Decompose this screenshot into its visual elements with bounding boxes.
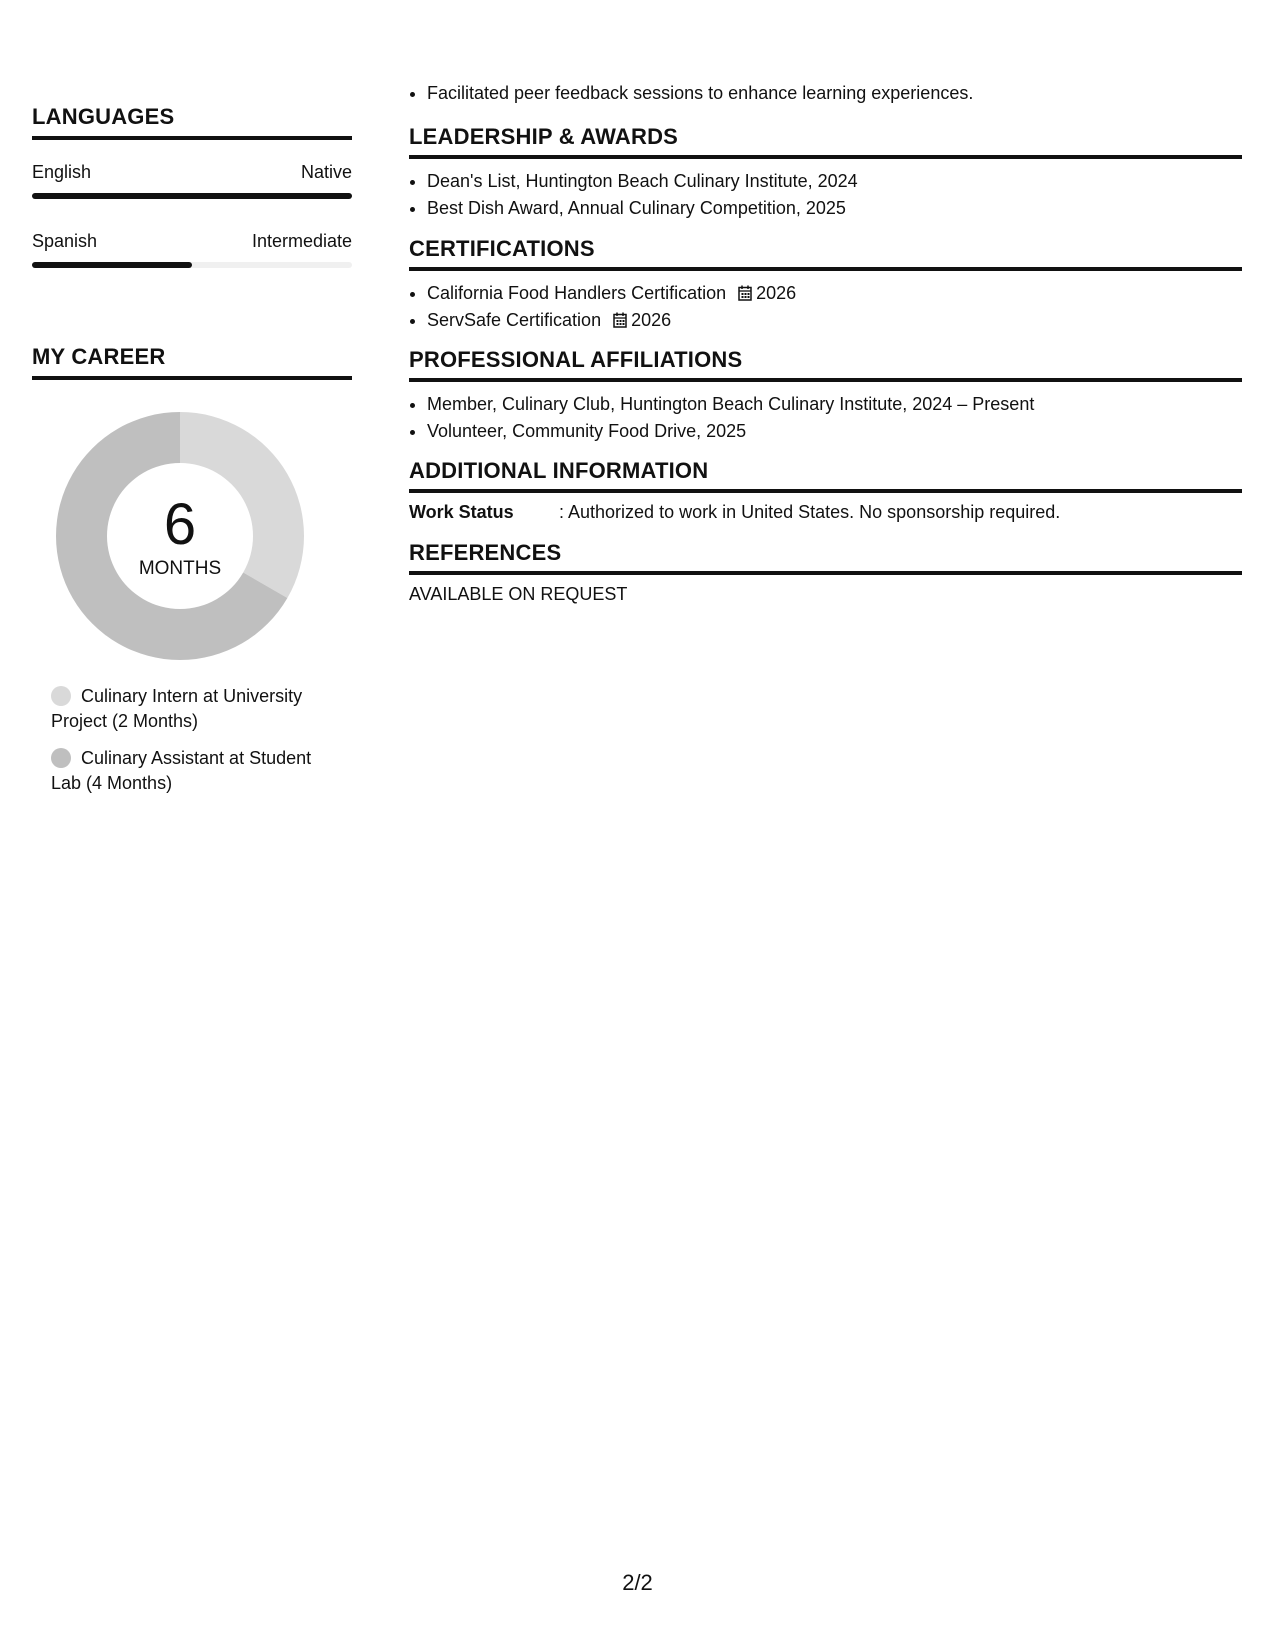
language-proficiency-fill: [32, 193, 352, 199]
leadership-item: • Best Dish Award, Annual Culinary Competition, 2025: [427, 195, 1242, 222]
leadership-item: • Dean's List, Huntington Beach Culinary Institute, 2024: [427, 168, 1242, 195]
references-text: AVAILABLE ON REQUEST: [409, 584, 628, 604]
work-status-row: [409, 502, 1242, 523]
bullet-list: [409, 80, 1242, 107]
language-proficiency-bar: [32, 262, 352, 268]
leadership-list: [409, 168, 1242, 222]
work-status-value: : Authorized to work in United States. No sponsorship required.: [559, 502, 1061, 522]
language-name: English: [32, 162, 92, 182]
certification-name: ServSafe Certification: [427, 310, 602, 330]
certification-name: California Food Handlers Certification: [427, 283, 727, 303]
calendar-icon: [738, 285, 752, 301]
calendar-icon: [613, 312, 627, 328]
career-legend-item: [51, 684, 341, 734]
certifications-heading: CERTIFICATIONS: [409, 236, 1242, 271]
language-name: Spanish: [32, 231, 98, 251]
additional-info-heading: ADDITIONAL INFORMATION: [409, 458, 1242, 493]
work-status-label: Work Status: [409, 502, 514, 522]
language-level: Native: [300, 162, 352, 182]
leadership-heading: LEADERSHIP & AWARDS: [409, 124, 1242, 159]
references-section: [409, 540, 1242, 605]
language-item: [32, 231, 352, 268]
language-proficiency-bar: [32, 193, 352, 199]
language-level: Intermediate: [251, 231, 352, 251]
certifications-section: [409, 236, 1242, 334]
certification-item: [427, 280, 1242, 307]
career-legend: [51, 684, 341, 808]
career-total-unit: MONTHS: [138, 558, 222, 579]
languages-heading: LANGUAGES: [32, 104, 352, 140]
certification-year: 2026: [631, 310, 672, 330]
affiliation-item: • Volunteer, Community Food Drive, 2025: [427, 418, 1242, 445]
experience-continuation: [409, 80, 1242, 107]
career-heading: MY CAREER: [32, 344, 352, 380]
additional-info-section: [409, 458, 1242, 523]
legend-dot: [51, 748, 71, 768]
career-donut-center: [56, 412, 304, 660]
career-legend-label: Culinary Assistant at Student Lab (4 Months): [51, 748, 312, 793]
legend-dot: [51, 686, 71, 706]
affiliation-item: • Member, Culinary Club, Huntington Beach Culinary Institute, 2024 – Present: [427, 391, 1242, 418]
page-number: 2/2: [622, 1570, 653, 1595]
references-heading: REFERENCES: [409, 540, 1242, 575]
affiliations-section: [409, 347, 1242, 445]
affiliations-heading: PROFESSIONAL AFFILIATIONS: [409, 347, 1242, 382]
career-legend-label: Culinary Intern at University Project (2 Months): [51, 686, 303, 731]
career-legend-item: [51, 746, 341, 796]
leadership-section: [409, 124, 1242, 222]
certification-year: 2026: [756, 283, 797, 303]
certification-item: [427, 307, 1242, 334]
bullet-item: • Facilitated peer feedback sessions to enhance learning experiences.: [427, 80, 1242, 107]
affiliations-list: [409, 391, 1242, 445]
language-item: [32, 162, 352, 199]
career-total-number: 6: [163, 492, 197, 557]
language-proficiency-fill: [32, 262, 192, 268]
certifications-list: [409, 280, 1242, 334]
